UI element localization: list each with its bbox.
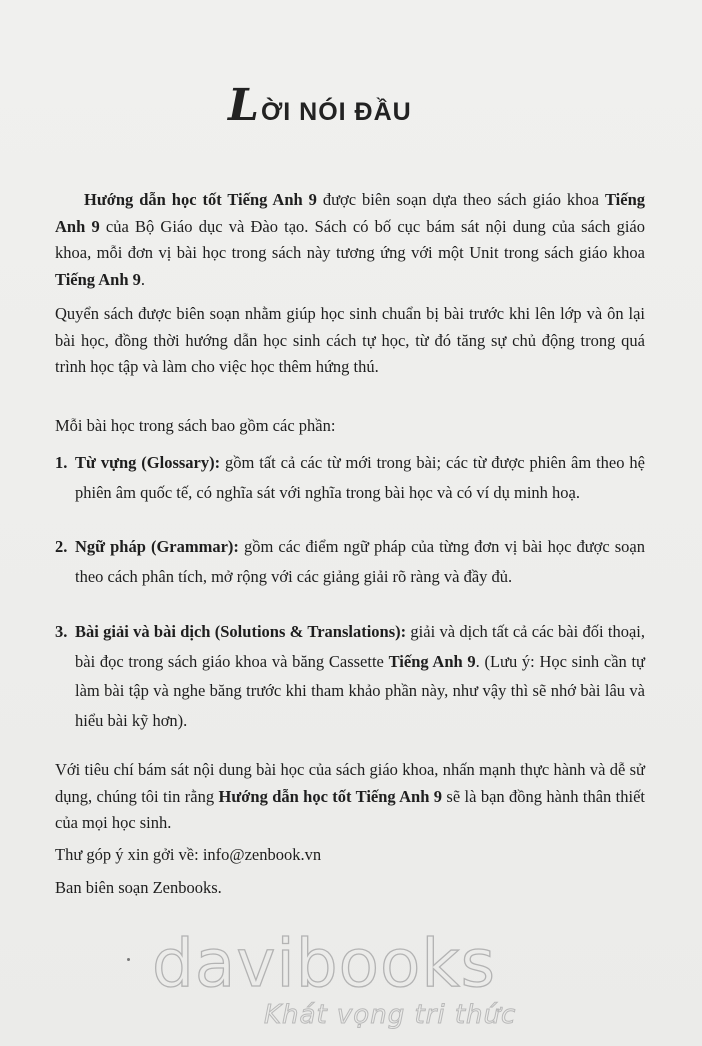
closing-paragraph	[55, 757, 645, 837]
watermark-slogan: Khát vọng tri thức	[264, 1000, 517, 1030]
item-number: 3.	[55, 622, 68, 641]
title-rest: ỜI NÓI ĐẦU	[260, 98, 412, 126]
watermark-brand: davibooks	[152, 925, 496, 1002]
closing-text-2: sẽ là bạn đồng hành thân thiết của mọi học sinh.	[55, 786, 645, 832]
item-heading: Ngữ pháp (Grammar):	[75, 537, 239, 556]
item-text: gồm các điểm ngữ pháp của từng đơn vị bài học được soạn theo cách phân tích, mở rộng với các giảng giải rõ ràng và đầy đủ.	[75, 537, 646, 586]
item-heading: Từ vựng (Glossary):	[75, 453, 221, 472]
feedback-line	[55, 842, 645, 869]
item-number: 1.	[55, 453, 68, 472]
item-text: gồm tất cả các từ mới trong bài; các từ được phiên âm theo hệ phiên âm quốc tế, có nghĩa sát với nghĩa trong bài học và có ví dụ minh hoạ.	[75, 453, 645, 502]
speck-mark	[127, 958, 130, 961]
contents-intro-text: Mỗi bài học trong sách bao gồm các phần:	[55, 416, 336, 435]
list-item	[55, 532, 645, 591]
item-text-2: . (Lưu ý: Học sinh cần tự làm bài tập và nghe băng trước khi tham khảo phần này, như vậy thì sẽ nhớ bài lâu và hiểu bài kỹ hơn).	[75, 651, 645, 730]
intro-text-3: .	[140, 269, 146, 289]
intro-paragraph	[55, 187, 645, 293]
page-title	[228, 80, 412, 131]
contents-intro	[55, 413, 645, 440]
book-name-bold: Tiếng Anh 9	[55, 190, 645, 236]
book-title-bold: Hướng dẫn học tốt Tiếng Anh 9	[84, 190, 317, 209]
signature-line	[55, 875, 645, 902]
item-text: giải và dịch tất cả các bài đối thoại, bài đọc trong sách giáo khoa và băng Cassette	[75, 622, 645, 671]
closing-text-1: Với tiêu chí bám sát nội dung bài học của sách giáo khoa, nhấn mạnh thực hành và dễ sử dụng, chúng tôi tin rằng	[55, 760, 645, 806]
intro-text-2: của Bộ Giáo dục và Đào tạo. Sách có bố cục bám sát nội dung của sách giáo khoa, mỗi đơn vị bài học trong sách này tương ứng với một Unit trong sách giáo khoa	[55, 216, 645, 262]
title-initial: L	[228, 80, 260, 131]
book-name-bold-2: Tiếng Anh 9	[55, 269, 141, 289]
closing-book-title: Hướng dẫn học tốt Tiếng Anh 9	[218, 786, 443, 806]
signature-text: Ban biên soạn Zenbooks.	[55, 878, 222, 897]
list-item	[55, 448, 645, 507]
purpose-paragraph	[55, 301, 645, 381]
purpose-text: Quyển sách được biên soạn nhằm giúp học sinh chuẩn bị bài trước khi lên lớp và ôn lại bài học, đồng thời hướng dẫn học sinh cách tự học, từ đó tăng sự chủ động trong quá trình học tập và làm cho việc học thêm hứng thú.	[55, 304, 645, 376]
feedback-text: Thư góp ý xin gởi về: info@zenbook.vn	[55, 845, 322, 864]
item-book-name: Tiếng Anh 9	[388, 651, 476, 671]
list-item	[55, 617, 645, 735]
item-heading: Bài giải và bài dịch (Solutions & Translations):	[75, 622, 407, 641]
intro-text-1: được biên soạn dựa theo sách giáo khoa	[316, 190, 605, 209]
item-number: 2.	[55, 537, 68, 556]
